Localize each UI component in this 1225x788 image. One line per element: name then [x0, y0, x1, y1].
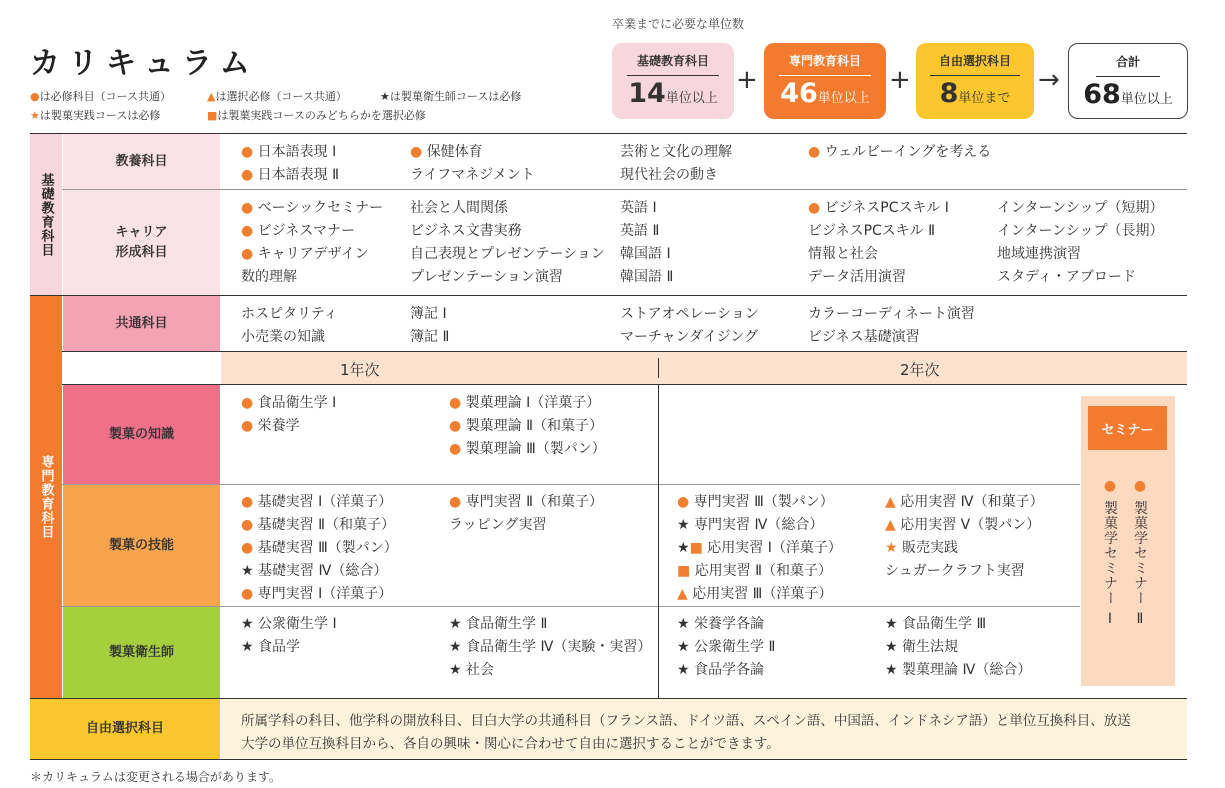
course-mark: ★ [677, 662, 695, 678]
course-mark: ● [808, 144, 825, 160]
year-1-label: 1年次 [340, 361, 380, 379]
course-item: ● 日本語表現 Ⅰ [241, 144, 337, 160]
course-mark: ★ [885, 616, 903, 632]
course-item: ● 食品衛生学 Ⅰ [241, 395, 337, 411]
course-item: 簿記 Ⅱ [410, 329, 450, 345]
legend-elective-required: ▲は選択必修（コース共通） [207, 90, 347, 103]
course-item: ★■ 応用実習 Ⅰ（洋菓子） [677, 540, 842, 556]
course-item: 小売業の知識 [241, 329, 325, 345]
category-gino: 製菓の技能 [63, 485, 220, 606]
course-item: ラッピング実習 [449, 517, 547, 533]
course-mark: ● [241, 144, 258, 160]
course-item: ★ 食品衛生学 Ⅳ（実験・実習） [449, 639, 652, 655]
course-item: 韓国語 Ⅰ [620, 246, 671, 262]
course-item: ● 栄養学 [241, 418, 300, 434]
course-item: ★ 公衆衛生学 Ⅰ [241, 616, 337, 632]
course-item: ▲ 応用実習 Ⅳ（和菓子） [885, 494, 1044, 510]
course-mark: ● [410, 144, 427, 160]
course-item: ★ 販売実践 [885, 540, 959, 556]
jiyu-text-line: 所属学科の科目、他学科の開放科目、目白大学の共通科目（フランス語、ドイツ語、スペイン語、中国語、インドネシア語）と単位互換科目、放送 [241, 713, 1131, 729]
credits-caption: 卒業までに必要な単位数 [612, 17, 745, 31]
course-mark: ★ [241, 563, 259, 579]
course-mark: ★ [677, 517, 695, 533]
course-item: ● 基礎実習 Ⅰ（洋菓子） [241, 494, 393, 510]
category-jiyu: 自由選択科目 [30, 699, 220, 759]
course-mark: ● [241, 418, 258, 434]
section-kiso: 基礎教育科目 [30, 134, 62, 295]
course-item: ★ 食品学各論 [677, 662, 765, 678]
course-item: 地域連携演習 [997, 246, 1081, 262]
credit-box-kiso: 基礎教育科目 14単位以上 [612, 43, 734, 119]
course-item: 韓国語 Ⅱ [620, 269, 674, 285]
course-mark: ● [241, 586, 258, 602]
course-mark: ● [241, 395, 258, 411]
course-item: ■ 応用実習 Ⅱ（和菓子） [677, 563, 833, 579]
seminar-label: セミナー [1088, 406, 1167, 450]
course-item: 情報と社会 [808, 246, 878, 262]
course-item: 英語 Ⅱ [620, 223, 660, 239]
course-item: ● ベーシックセミナー [241, 200, 384, 216]
course-mark: ● [241, 167, 258, 183]
course-item: シュガークラフト実習 [885, 563, 1025, 579]
course-mark: ★ [449, 616, 467, 632]
course-item: 英語 Ⅰ [620, 200, 657, 216]
course-mark: ● [241, 494, 258, 510]
course-item: ● 製菓理論 Ⅰ（洋菓子） [449, 395, 601, 411]
table-bottom-rule [30, 759, 1187, 760]
separator [30, 295, 1187, 296]
legend-hygienist: ★は製菓衛生師コースは必修 [380, 90, 522, 103]
seminar-item: ● 製菓学セミナー Ⅰ [1102, 478, 1118, 628]
course-item: ● ビジネスマナー [241, 223, 355, 239]
course-item: ストアオペレーション [620, 306, 759, 322]
course-item: ● 日本語表現 Ⅱ [241, 167, 340, 183]
course-item: ライフマネジメント [410, 167, 535, 183]
course-mark: ● [449, 494, 466, 510]
course-item: ビジネスPCスキル Ⅱ [808, 223, 935, 239]
course-item: ● 基礎実習 Ⅲ（製パン） [241, 540, 398, 556]
plus-icon: + [889, 65, 911, 95]
course-item: スタディ・アブロード [997, 269, 1136, 285]
section-senmon: 専門教育科目 [30, 296, 62, 698]
course-item: プレゼンテーション演習 [410, 269, 563, 285]
course-item: ● 保健体育 [410, 144, 483, 160]
category-kyoyo: 教養科目 [63, 134, 220, 189]
course-item: ビジネス文書実務 [410, 223, 522, 239]
column-divider [658, 385, 659, 698]
course-mark: ★ [241, 639, 259, 655]
course-item: データ活用演習 [808, 269, 906, 285]
course-mark: ● [449, 441, 466, 457]
course-item: ビジネス基礎演習 [808, 329, 920, 345]
course-item: インターンシップ（長期） [997, 223, 1164, 239]
legend-practice-choice: ■は製菓実践コースのみどちらかを選択必修 [207, 109, 426, 122]
course-item: 自己表現とプレゼンテーション [410, 246, 605, 262]
credit-box-senmon: 専門教育科目 46単位以上 [764, 43, 886, 119]
course-item: ▲ 応用実習 Ⅴ（製パン） [885, 517, 1041, 533]
jiyu-text-line: 大学の単位互換科目から、各自の興味・関心に合わせて自由に選択することができます。 [241, 736, 780, 752]
separator [62, 606, 1080, 607]
course-item: ● 製菓理論 Ⅲ（製パン） [449, 441, 606, 457]
course-mark: ▲ [677, 586, 693, 602]
category-kyotsu: 共通科目 [63, 296, 220, 351]
legend-practice: ★は製菓実践コースは必修 [30, 109, 161, 122]
course-mark: ★ [677, 616, 695, 632]
course-item: 現代社会の動き [620, 167, 718, 183]
course-mark: ● [808, 200, 825, 216]
course-item: ★ 専門実習 Ⅳ（総合） [677, 517, 824, 533]
separator [62, 484, 1080, 485]
course-item: ● キャリアデザイン [241, 246, 369, 262]
category-eisei: 製菓衛生師 [63, 607, 220, 698]
category-career: キャリア 形成科目 [63, 190, 220, 295]
course-mark: ● [241, 223, 258, 239]
separator [62, 189, 1187, 190]
course-item: ★ 食品学 [241, 639, 301, 655]
course-item: ● 専門実習 Ⅲ（製パン） [677, 494, 834, 510]
course-item: 社会と人間関係 [410, 200, 508, 216]
course-mark: ● [241, 246, 258, 262]
course-item: ★ 公衆衛生学 Ⅱ [677, 639, 776, 655]
course-item: インターンシップ（短期） [997, 200, 1164, 216]
course-item: ★ 基礎実習 Ⅳ（総合） [241, 563, 388, 579]
course-item: 数的理解 [241, 269, 297, 285]
course-item: ● 製菓理論 Ⅱ（和菓子） [449, 418, 604, 434]
course-item: ★ 栄養学各論 [677, 616, 765, 632]
course-item: ● 専門実習 Ⅰ（洋菓子） [241, 586, 393, 602]
page-title: カリキュラム [30, 46, 258, 81]
course-mark: ★ [449, 639, 467, 655]
course-item: 芸術と文化の理解 [620, 144, 732, 160]
course-mark: ★ [885, 662, 903, 678]
seminar-item: ● 製菓学セミナー Ⅱ [1132, 478, 1148, 628]
course-mark: ★ [449, 662, 467, 678]
course-item: ★ 食品衛生学 Ⅱ [449, 616, 548, 632]
course-item: ▲ 応用実習 Ⅲ（洋菓子） [677, 586, 833, 602]
course-item: ★ 食品衛生学 Ⅲ [885, 616, 987, 632]
course-mark: ▲ [885, 517, 901, 533]
course-item: マーチャンダイジング [620, 329, 759, 345]
course-item: ● ウェルビーイングを考える [808, 144, 992, 160]
course-mark: ★ [885, 540, 903, 556]
separator [62, 384, 1187, 385]
course-item: 簿記 Ⅰ [410, 306, 447, 322]
arrow-right-icon: → [1038, 65, 1060, 95]
course-item: ● 基礎実習 Ⅱ（和菓子） [241, 517, 396, 533]
course-item: ★ 製菓理論 Ⅳ（総合） [885, 662, 1032, 678]
course-item: カラーコーディネート演習 [808, 306, 975, 322]
footnote: ＊カリキュラムは変更される場合があります。 [30, 770, 281, 784]
course-mark: ★ [677, 639, 695, 655]
course-mark: ★ [885, 639, 903, 655]
plus-icon: + [736, 65, 758, 95]
credit-box-jiyu: 自由選択科目 8単位まで [916, 43, 1034, 119]
course-item: ★ 社会 [449, 662, 495, 678]
course-mark: ● [449, 395, 466, 411]
course-mark: ● [241, 540, 258, 556]
course-mark: ● [449, 418, 466, 434]
course-mark: ● [241, 200, 258, 216]
legend-required: ●は必修科目（コース共通） [30, 90, 172, 103]
course-item: ★ 衛生法規 [885, 639, 959, 655]
course-item: ホスピタリティ [241, 306, 338, 322]
year-divider [658, 358, 659, 378]
course-mark: ● [241, 517, 258, 533]
category-chishiki: 製菓の知識 [63, 385, 220, 484]
course-mark: ■ [677, 563, 695, 579]
course-mark: ▲ [885, 494, 901, 510]
course-item: ● 専門実習 Ⅱ（和菓子） [449, 494, 604, 510]
course-mark: ● [677, 494, 694, 510]
course-item: ● ビジネスPCスキル Ⅰ [808, 200, 949, 216]
credit-box-total: 合計 68単位以上 [1068, 43, 1188, 119]
course-mark: ★■ [677, 540, 708, 556]
course-mark: ★ [241, 616, 259, 632]
year-2-label: 2年次 [900, 361, 940, 379]
